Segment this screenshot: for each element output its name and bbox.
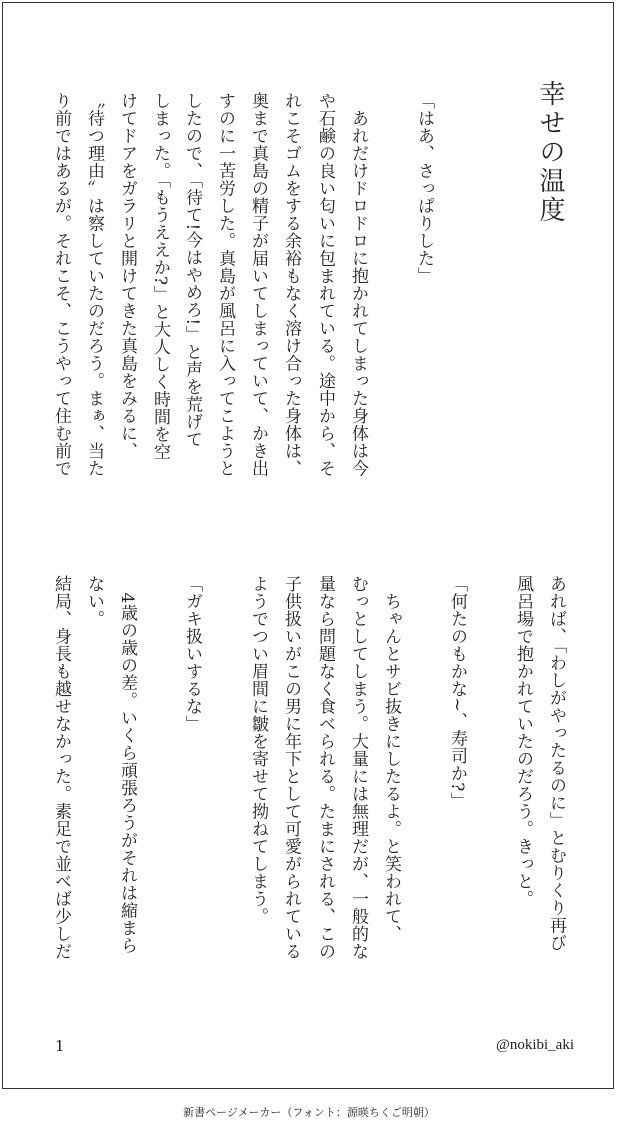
- text-column: あれだけドロドロに抱かれてしまった身体は今: [348, 92, 368, 477]
- text-column: 4歳の歳の差。いくら頑張ろうがそれは縮まら: [117, 575, 137, 954]
- text-column: 風呂場で抱かれていたのだろう。きっと。: [513, 575, 533, 908]
- text-column: あれば、「わしがやったるのに」とむりくり再び: [546, 575, 566, 952]
- text-column: 量なら問題なく食べられる。たまにされる、この: [315, 575, 335, 960]
- text-column: り前ではあるが。それこそ、こうやって住む前で: [51, 92, 71, 477]
- text-column: ない。: [84, 575, 104, 628]
- text-column: 「何たのもかな~、寿司か?」: [447, 575, 467, 810]
- text-column: 「はあ、さっぱりした」: [414, 92, 434, 285]
- text-column: けてドアをガラリと開けてきた真島をみるに、: [117, 92, 137, 460]
- text-column: 〝待つ理由〟は察していたのだろう。まぁ、当た: [84, 92, 104, 477]
- author-handle: @nokibi_aki: [496, 1037, 574, 1053]
- page-title: 幸せの温度: [535, 80, 565, 225]
- text-column: したので、「待て!今はやめろ!」と声を荒げて: [182, 92, 202, 449]
- text-column: むっとしてしまう。大量には無理だが、一般的な: [348, 575, 368, 960]
- text-column: ようでつい眉間に皺を寄せて拗ねてしまう。: [248, 575, 268, 925]
- text-column: や石鹸の良い匂いに包まれている。途中から、そ: [315, 92, 335, 477]
- text-column: しまった。「もうええか?」と大人しく時間を空: [150, 92, 170, 461]
- text-column: 奥まで真島の精子が届いてしまっていて、かき出: [248, 92, 268, 477]
- text-column: 子供扱いがこの男に年下として可愛がられている: [281, 575, 301, 960]
- text-column: 「ガキ扱いするな」: [182, 575, 202, 733]
- page-number: 1: [55, 1037, 65, 1055]
- text-column: れこそゴムをする余裕もなく溶け合った身体は、: [281, 92, 301, 477]
- text-column: ちゃんとサビ抜きにしたるよ。と笑われて、: [381, 575, 401, 943]
- text-column: 結局、身長も越せなかった。素足で並べば少しだ: [51, 575, 71, 960]
- text-column: すのに一苦労した。真島が風呂に入ってこようと: [215, 92, 235, 477]
- footer-credit: 新書ページメーカー（フォント：源暎ちくご明朝）: [183, 1106, 435, 1119]
